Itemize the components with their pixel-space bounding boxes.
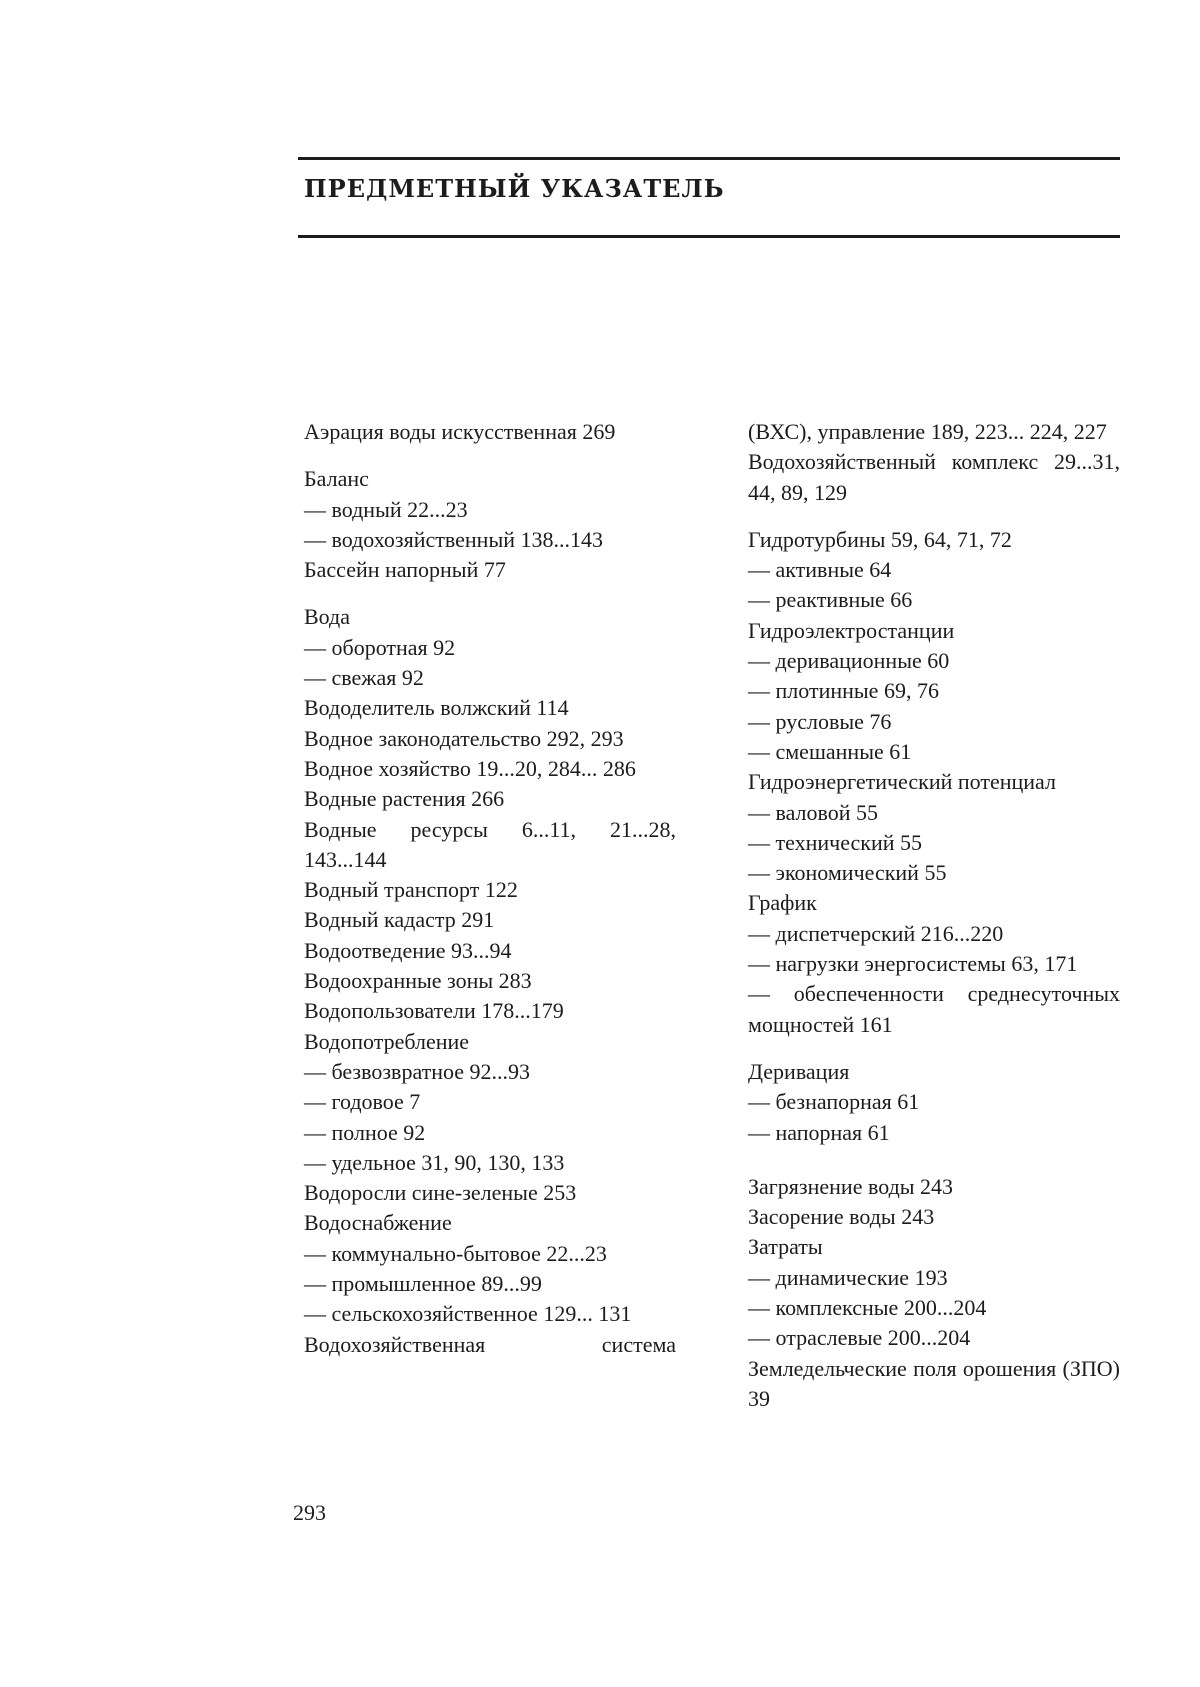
index-entry: Водные ресурсы 6...11, 21...28, 143...144 <box>304 816 676 872</box>
index-entry: Водные растения 266 <box>304 786 505 812</box>
index-column-left <box>304 417 676 1360</box>
index-entry: Водоотведение 93...94 <box>304 937 512 963</box>
index-entry: Деривация <box>748 1058 850 1084</box>
index-entry: График <box>748 890 817 916</box>
index-subentry: — реактивные 66 <box>748 587 913 613</box>
index-entry-continued: (ВХС), управление 189, 223... 224, 227 <box>748 419 1107 444</box>
index-entry: Засорение воды 243 <box>748 1204 935 1230</box>
index-subentry: — динамические 193 <box>748 1264 948 1290</box>
index-subentry: — экономический 55 <box>748 860 947 886</box>
index-entry: Водопользователи 178...179 <box>304 998 564 1024</box>
index-entry: Гидроэлектростанции <box>748 617 955 643</box>
index-subentry: — диспетчерский 216...220 <box>748 920 1004 946</box>
index-subentry: — смешанные 61 <box>748 738 912 764</box>
index-entry: Водоснабжение <box>304 1210 452 1236</box>
index-subentry: — нагрузки энергосистемы 63, 171 <box>748 951 1078 977</box>
index-subentry: — технический 55 <box>748 829 923 855</box>
index-entry: Водопотребление <box>304 1028 470 1054</box>
index-subentry: — отраслевые 200...204 <box>748 1325 971 1351</box>
index-entry: Земледельческие поля орошения (ЗПО) 39 <box>748 1355 1120 1411</box>
index-entry: Водный транспорт 122 <box>304 877 518 903</box>
index-subentry: — плотинные 69, 76 <box>748 678 939 704</box>
index-entry: Гидроэнергетический потенциал <box>748 769 1056 795</box>
index-entry: Водоохранные зоны 283 <box>304 968 532 994</box>
index-entry: Водный кадастр 291 <box>304 907 495 933</box>
index-entry: Бассейн напорный 77 <box>304 557 506 583</box>
index-subentry: — промышленное 89...99 <box>304 1271 542 1297</box>
index-subentry: — валовой 55 <box>748 799 879 825</box>
index-entry: Загрязнение воды 243 <box>748 1173 954 1199</box>
index-subentry: — водохозяйственный 138...143 <box>304 526 603 552</box>
index-entry: Аэрация воды искусственная 269 <box>304 419 616 444</box>
page-number: 293 <box>293 1500 326 1525</box>
index-subentry: — активные 64 <box>748 557 892 583</box>
index-entry: Баланс <box>304 466 369 492</box>
index-subentry: — напорная 61 <box>748 1119 890 1145</box>
index-entry: Водоросли сине-зеленые 253 <box>304 1180 577 1206</box>
index-subentry: — оборотная 92 <box>304 634 456 660</box>
index-subentry: — коммунально-бытовое 22...23 <box>304 1240 607 1266</box>
index-entry: Затраты <box>748 1234 823 1260</box>
index-subentry: — водный 22...23 <box>304 496 468 522</box>
index-entry: Вода <box>304 604 350 630</box>
page-title: ПРЕДМЕТНЫЙ УКАЗАТЕЛЬ <box>304 174 725 203</box>
index-subentry: — деривационные 60 <box>748 648 950 674</box>
index-subentry: — безвозвратное 92...93 <box>304 1058 531 1084</box>
index-entry: Водное хозяйство 19...20, 284... 286 <box>304 755 636 781</box>
index-subentry: — годовое 7 <box>304 1089 421 1115</box>
header-rule-bottom <box>298 235 1120 238</box>
index-subentry: — удельное 31, 90, 130, 133 <box>304 1149 565 1175</box>
header-rule-top <box>298 157 1120 160</box>
index-entry: Вододелитель волжский 114 <box>304 695 569 721</box>
index-subentry: — свежая 92 <box>304 665 424 691</box>
index-column-right <box>748 417 1120 1414</box>
index-entry: Гидротурбины 59, 64, 71, 72 <box>748 526 1012 552</box>
index-entry: Водохозяйственный комплекс 29...31, 44, 89, 129 <box>748 449 1120 505</box>
index-entry: Водохозяйственная система <box>304 1331 676 1357</box>
index-subentry: — сельскохозяйственное 129... 131 <box>304 1301 632 1327</box>
index-subentry: — полное 92 <box>304 1119 426 1145</box>
index-subentry: — безнапорная 61 <box>748 1089 920 1115</box>
index-subentry: — русловые 76 <box>748 708 892 734</box>
index-subentry: — обеспеченности среднесуточных мощностей 161 <box>748 981 1120 1037</box>
index-entry: Водное законодательство 292, 293 <box>304 725 624 751</box>
index-subentry: — комплексные 200...204 <box>748 1295 987 1321</box>
